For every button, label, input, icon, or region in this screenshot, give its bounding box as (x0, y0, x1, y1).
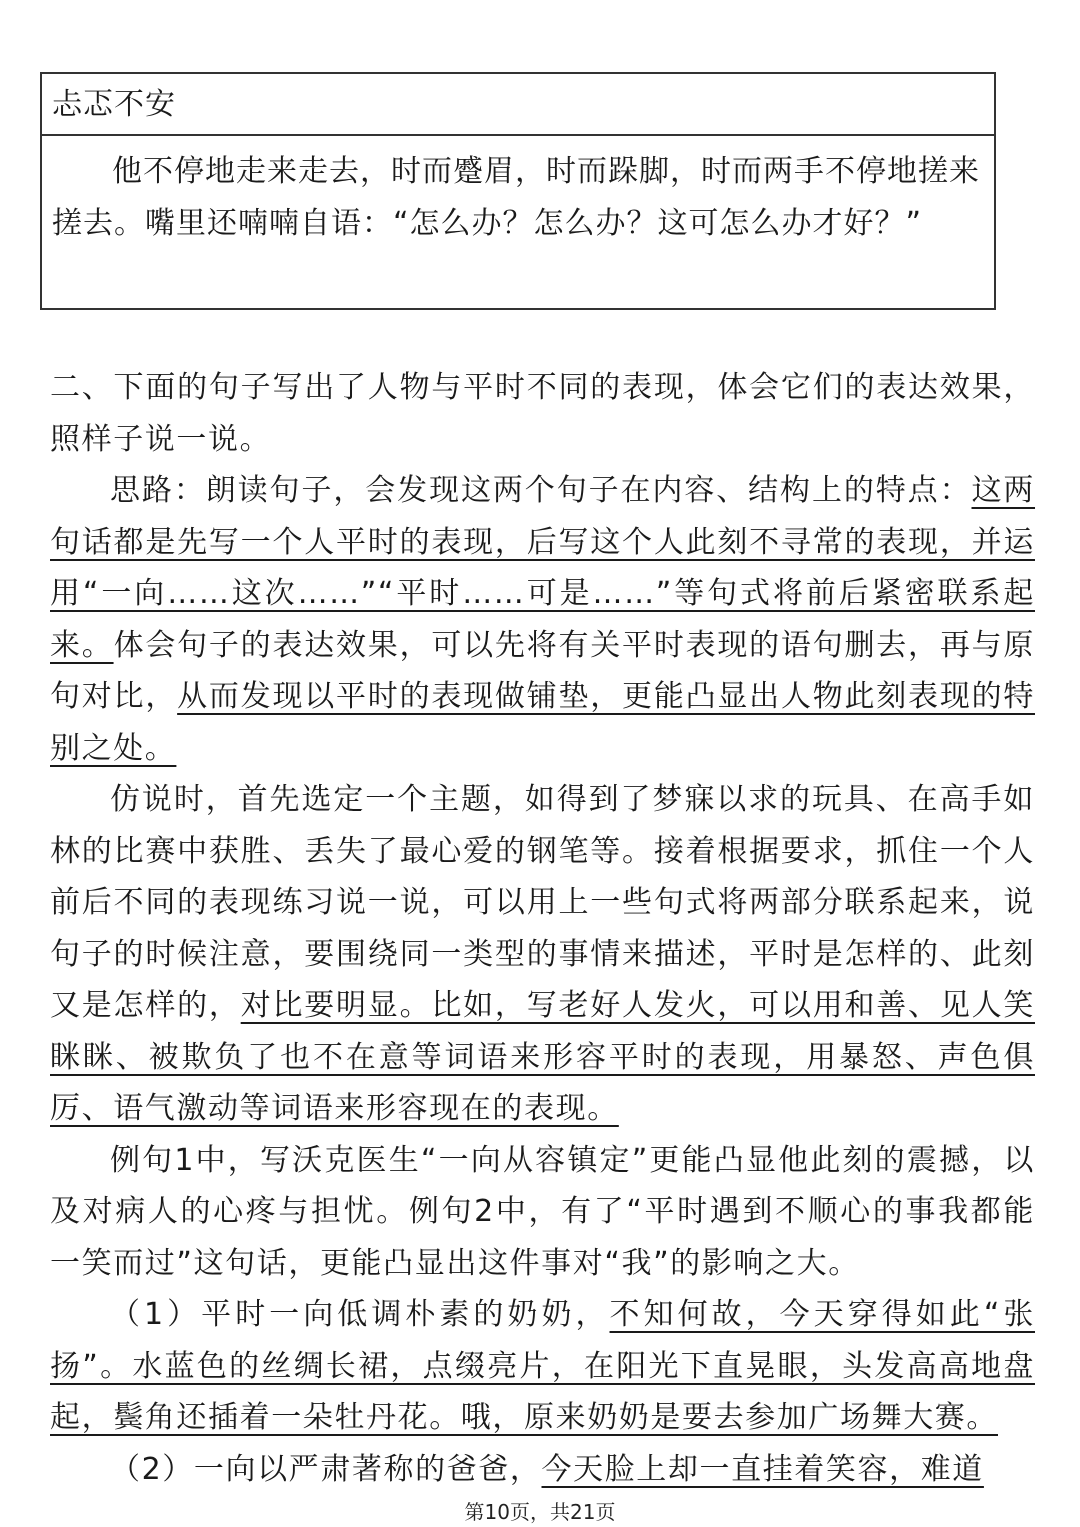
underlined-text: 对比要明显。比如，写老好人发火，可以用和善、见人笑眯眯、被欺负了也不在意等词语来形容平时的表现，用暴怒、声色俱厉、语气激动等词语来形容现在的表现。 (50, 988, 1035, 1126)
underlined-text: 这两句话都是先写一个人平时的表现，后写这个人此刻不寻常的表现，并运用“一向……这次……”“平时……可是……”等句式将前后紧密联系起来。 (50, 473, 1036, 663)
box-heading: 忐忑不安 (42, 74, 994, 136)
underlined-text: 从而发现以平时的表现做铺垫，更能凸显出人物此刻表现的特别之处。 (50, 679, 1035, 766)
underlined-text: 今天脸上却一直挂着笑容，难道 (541, 1451, 984, 1487)
paragraph-text: 仿说时，首先选定一个主题，如得到了梦寐以求的玩具、在高手如林的比赛中获胜、丢失了最心爱的钢笔等。接着根据要求，抓住一个人前后不同的表现练习说一说，可以用上一些句式将两部分联系起来，说句子的时候注意，要围绕同一类型的事情来描述，平时是怎样的、此刻又是怎样的， (50, 782, 1035, 1023)
word-example-box (40, 72, 996, 310)
answer-1 (50, 1289, 1035, 1444)
answer-lead: （1）平时一向低调朴素的奶奶， (110, 1297, 610, 1332)
paragraph-text: 思路：朗读句子，会发现这两个句子在内容、结构上的特点： (110, 473, 972, 508)
answer-2 (50, 1444, 1035, 1496)
section-title: 二、下面的句子写出了人物与平时不同的表现，体会它们的表达效果，照样子说一说。 (50, 370, 1035, 457)
underlined-text: 不知何故，今天穿得如此“张扬”。水蓝色的丝绸长裙，点缀亮片，在阳光下直晃眼，头发高高地盘起，鬓角还插着一朵牡丹花。哦，原来奶奶是要去参加广场舞大赛。 (50, 1297, 1035, 1435)
paragraph-text: 体会句子的表达效果，可以先将有关平时表现的语句删去，再与原句对比， (50, 627, 1035, 714)
paragraph-imitation (50, 774, 1035, 1135)
answer-lead: （2）一向以严肃著称的爸爸， (110, 1451, 542, 1487)
page-number: 第10页，共21页 (464, 1500, 616, 1524)
section-two (50, 362, 1035, 1495)
paragraph-examples: 例句1中，写沃克医生“一向从容镇定”更能凸显他此刻的震撼，以及对病人的心疼与担忧。例句2中，有了“平时遇到不顺心的事我都能一笑而过”这句话，更能凸显出这件事对“我”的影响之大。 (50, 1142, 1035, 1281)
box-text: 他不停地走来走去，时而蹙眉，时而跺脚，时而两手不停地搓来搓去。嘴里还喃喃自语：“怎么办？怎么办？这可怎么办才好？” (52, 154, 980, 241)
paragraph-thinking (50, 465, 1035, 774)
